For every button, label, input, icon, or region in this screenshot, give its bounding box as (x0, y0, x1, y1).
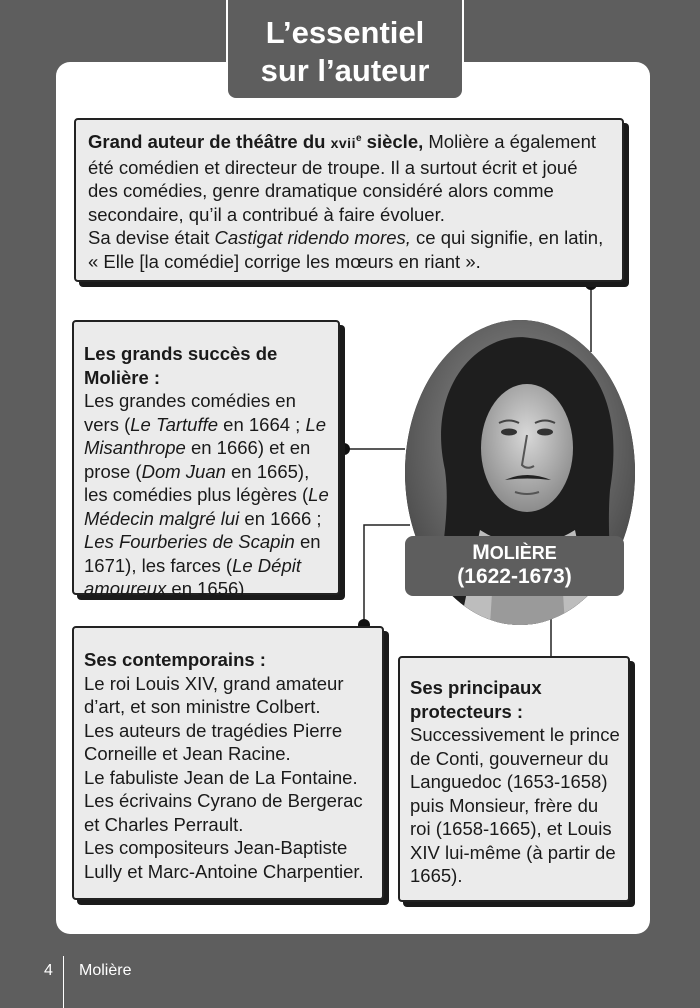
comedies-highlight: comédies (122, 180, 203, 201)
contemporaries-box (72, 626, 384, 900)
page-number: 4 (44, 962, 53, 979)
successes-heading: Les grands succès de Molière : (84, 343, 278, 388)
author-name-label (405, 536, 624, 596)
list-item: Le roi Louis XIV, grand amateur d’art, et son ministre Colbert. (84, 672, 344, 717)
book-title: Molière (79, 962, 132, 979)
title-line-2: sur l’auteur (260, 53, 430, 88)
title-line-1: L’essentiel (265, 15, 425, 50)
list-item: Les écrivains Cyrano de Bergerac et Charles Perrault. (84, 790, 363, 835)
intro-box: Grand auteur de théâtre du xvii$^e$ siècle, Molière a également été comédien et directeur de troupe. Il a surtout écrit et joué des comédies, genre dramatique considéré alors comme secondaire, qu’il a contribué à faire évoluer. Sa devise était Castigat ridendo mores, ce qui signifie, en latin, « Elle [la comédie] corrige les mœurs en riant ». (74, 118, 624, 282)
protectors-box (398, 656, 630, 902)
list-item: Les auteurs de tragédies Pierre Corneille et Jean Racine. (84, 719, 343, 764)
successes-box: Les grands succès de Molière : Les grandes comédies en vers (Le Tartuffe en 1664 ; Le Misanthrope en 1666) et en prose (Dom Juan en 1665), les comédies plus légères (Le Médecin malgré lui en 1666 ; Les Fourberies de Scapin en 1671), les farces (Le Dépit amoureux en 1656) (72, 320, 340, 595)
latin-motto: Castigat ridendo mores, (214, 227, 411, 248)
list-item: Le fabuliste Jean de La Fontaine. (84, 766, 358, 788)
footer-divider (63, 956, 64, 1008)
intro-lead: Grand auteur de théâtre du xvii$^e$ siècle, (88, 131, 424, 152)
protectors-heading: Ses principaux protecteurs : (410, 677, 542, 722)
author-dates: (1622-1673) (457, 565, 572, 588)
contemporaries-heading: Ses contemporains : (84, 649, 266, 670)
protectors-text: Successivement le prince de Conti, gouverneur du Languedoc (1653-1658) puis Monsieur, frère du roi (1658-1665), et Louis XIV lui-même (à partir de 1665). (410, 724, 620, 886)
author-name: MOLIÈRE (472, 541, 557, 564)
list-item: Les compositeurs Jean-Baptiste Lully et Marc-Antoine Charpentier. (84, 837, 364, 882)
